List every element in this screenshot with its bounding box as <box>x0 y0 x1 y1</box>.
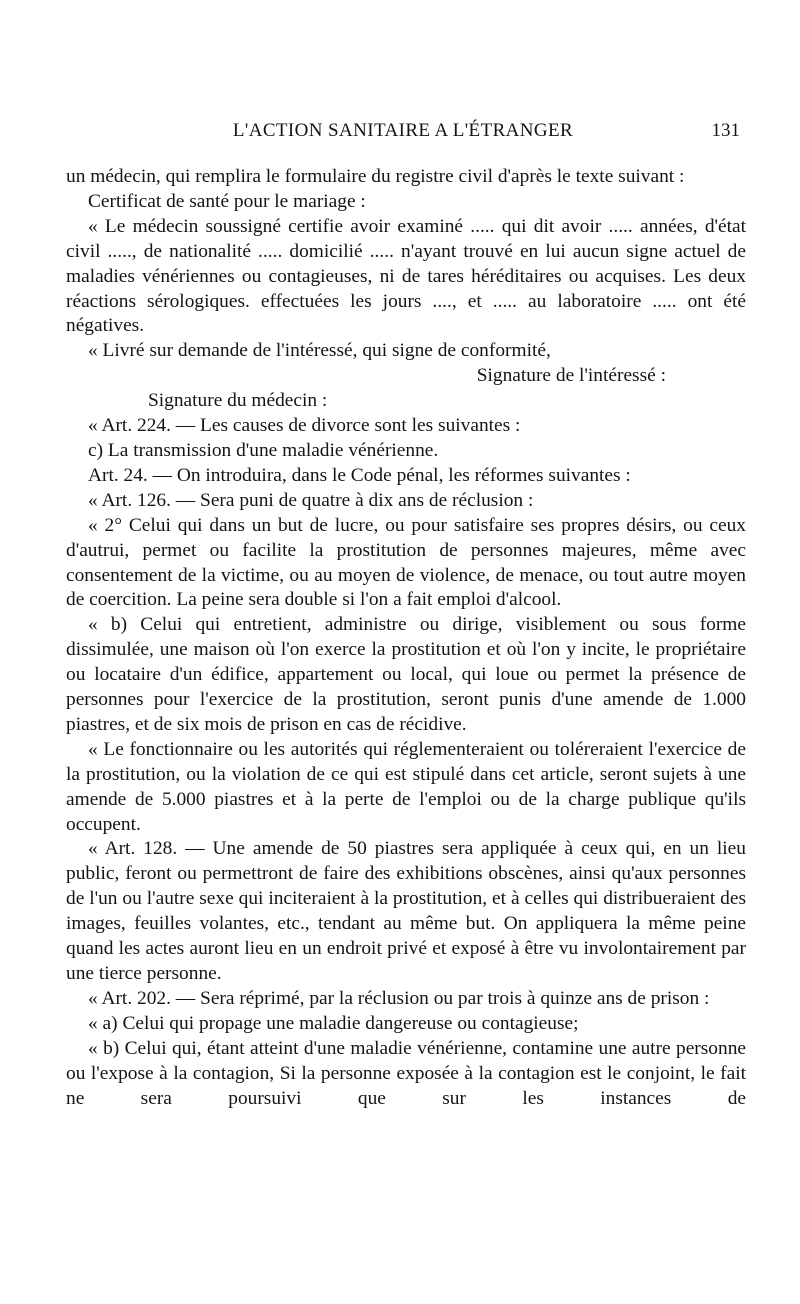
paragraph: « a) Celui qui propage une maladie dangereuse ou contagieuse; <box>88 1012 579 1034</box>
signature-line: Signature du médecin : <box>148 390 328 412</box>
paragraph: « Art. 128. — Une amende de 50 piastres sera appliquée à ceux qui, en un lieu public, feront ou permettront de faire des exhibitions obscènes, ainsi qu'aux personnes de l'un ou l'autre sexe qui inciteraient à la prostitution, et à celles qui distribueraient des images, feuilles volantes, etc., tendant au même but. On appliquera la même peine quand les actes auront lieu en un endroit privé et exposé à être vu involontairement par une tierce personne. <box>66 838 746 984</box>
paragraph: c) La transmission d'une maladie vénérienne. <box>88 439 439 461</box>
body-text <box>66 165 746 1111</box>
paragraph: « b) Celui qui, étant atteint d'une maladie vénérienne, contamine une autre personne ou l'expose à la contagion, Si la personne exposée à la contagion est le conjoint, le fait ne sera poursuivi que sur les instances de <box>66 1037 746 1109</box>
page-number: 131 <box>711 120 740 141</box>
paragraph: « Le fonctionnaire ou les autorités qui réglementeraient ou toléreraient l'exercice de la prostitution, ou la violation de ce qui est stipulé dans cet article, seront sujets à une amende de 5.000 piastres et à la perte de l'emploi ou de la charge publique qu'ils occupent. <box>66 738 746 835</box>
paragraph: un médecin, qui remplira le formulaire du registre civil d'après le texte suivant : <box>66 166 685 187</box>
paragraph: Art. 24. — On introduira, dans le Code pénal, les réformes suivantes : <box>88 464 631 486</box>
paragraph: « Art. 126. — Sera puni de quatre à dix ans de réclusion : <box>88 489 534 511</box>
paragraph: « 2° Celui qui dans un but de lucre, ou pour satisfaire ses propres désirs, ou ceux d'autrui, permet ou facilite la prostitution de personnes majeures, même avec consentement de la victime, ou au moyen de violence, de menace, ou tout autre moyen de coercition. La peine sera double si l'on a fait emploi d'alcool. <box>66 514 746 611</box>
paragraph: « b) Celui qui entretient, administre ou dirige, visiblement ou sous forme dissimulée, une maison où l'on exerce la prostitution et où l'on y incite, le propriétaire ou locataire d'un édifice, appartement ou local, qui loue ou permet la présence de personnes pour l'exercice de la prostitution, seront punis d'une amende de 1.000 piastres, et de six mois de prison en cas de récidive. <box>66 614 746 735</box>
signature-line: Signature de l'intéressé : <box>476 365 666 387</box>
running-title: L'ACTION SANITAIRE A L'ÉTRANGER <box>232 120 574 141</box>
paragraph: « Livré sur demande de l'intéressé, qui signe de conformité, <box>88 340 551 362</box>
paragraph: « Art. 224. — Les causes de divorce sont les suivantes : <box>88 415 521 437</box>
running-head <box>66 119 740 143</box>
paragraph: « Le médecin soussigné certifie avoir examiné ..... qui dit avoir ..... années, d'état civil ....., de nationalité ..... domicilié ..... n'ayant trouvé en lui aucun signe actuel de maladies vénériennes ou contagieuses, ni de tares héréditaires ou acquises. Les deux réactions sérologiques. effectuées les jours ...., et ..... au laboratoire ..... ont été négatives. <box>66 215 746 337</box>
paragraph: « Art. 202. — Sera réprimé, par la réclusion ou par trois à quinze ans de prison : <box>88 987 710 1009</box>
paragraph: Certificat de santé pour le mariage : <box>88 190 366 212</box>
